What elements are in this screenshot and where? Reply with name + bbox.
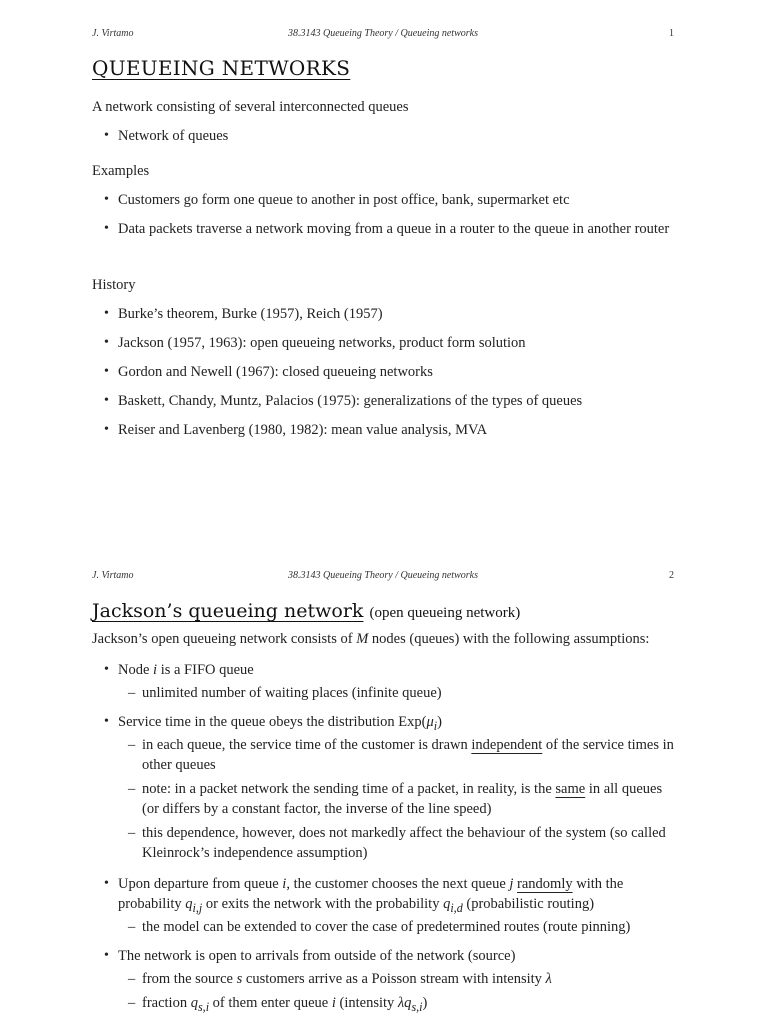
list-item: • Burke’s theorem, Burke (1957), Reich (1957) [92,304,674,324]
intro-list [92,126,674,146]
sub-list-item: – from the source s customers arrive as a Poisson stream with intensity λ [92,969,674,989]
sub-list-item: – unlimited number of waiting places (infinite queue) [92,683,674,703]
sub-list [92,917,674,937]
sub-list [92,969,674,1017]
list-item: • Customers go form one queue to another in post office, bank, supermarket etc [92,190,674,210]
assumptions-list [92,660,674,680]
assumptions-list [92,712,674,736]
list-item: • Reiser and Lavenberg (1980, 1982): mean value analysis, MVA [92,420,674,440]
slide-2 [92,540,674,1024]
sub-list-item: – note: in a packet network the sending time of a packet, in reality, is the same in all queues (or differs by a constant factor, the inverse of the line speed) [92,779,674,819]
header-author: J. Virtamo [92,28,134,39]
list-item: • Node i is a FIFO queue [92,660,674,680]
sub-list [92,683,674,703]
list-item: • The network is open to arrivals from outside of the network (source) [92,946,674,966]
header-page-number: 1 [669,28,674,39]
running-header [92,570,674,584]
list-item: • Jackson (1957, 1963): open queueing networks, product form solution [92,333,674,353]
header-course: 38.3143 Queueing Theory / Queueing networks [288,28,478,39]
slide-1 [92,0,674,540]
sub-list-item: – the model can be extended to cover the case of predetermined routes (route pinning) [92,917,674,937]
list-item: • Baskett, Chandy, Muntz, Palacios (1975): generalizations of the types of queues [92,391,674,411]
examples-heading: Examples [92,163,150,179]
header-course: 38.3143 Queueing Theory / Queueing networks [288,570,478,581]
list-item: • Upon departure from queue i, the customer chooses the next queue j randomly with the probability $q_{i,j}$ or exits the network with the probability $q_{i,d}$ (probabilistic routing) [92,874,674,918]
intro-text: A network consisting of several interconnected queues [92,99,409,115]
running-header [92,28,674,42]
list-item: • Service time in the queue obeys the distribution $Exp(\mu_i)$ [92,712,674,736]
examples-list [92,190,674,239]
slide-title [92,599,520,625]
history-list [92,304,674,440]
slide-title-text: Jackson’s queueing network [92,600,364,622]
sub-list-item: – in each queue, the service time of the customer is drawn independent of the service times in other queues [92,735,674,775]
header-author: J. Virtamo [92,570,134,581]
list-item: • Data packets traverse a network moving from a queue in a router to the queue in another router [92,219,674,239]
list-item: • Network of queues [92,126,674,146]
assumptions-list [92,874,674,918]
list-item: • Gordon and Newell (1967): closed queueing networks [92,362,674,382]
assumptions-list [92,946,674,966]
intro-text: Jackson’s open queueing network consists of M nodes (queues) with the following assumptions: [92,631,650,647]
slide-subtitle: (open queueing network) [369,605,521,621]
sub-list [92,735,674,863]
history-heading: History [92,277,136,293]
slide-title-text: QUEUEING NETWORKS [92,56,351,80]
header-page-number: 2 [669,570,674,581]
sub-list-item: – this dependence, however, does not markedly affect the behaviour of the system (so called Kleinrock’s independence assumption) [92,823,674,863]
slide-title [92,56,350,80]
sub-list-item: – fraction $q_{s,i}$ of them enter queue i (intensity $\lambda q_{s,i}$) [92,993,674,1017]
